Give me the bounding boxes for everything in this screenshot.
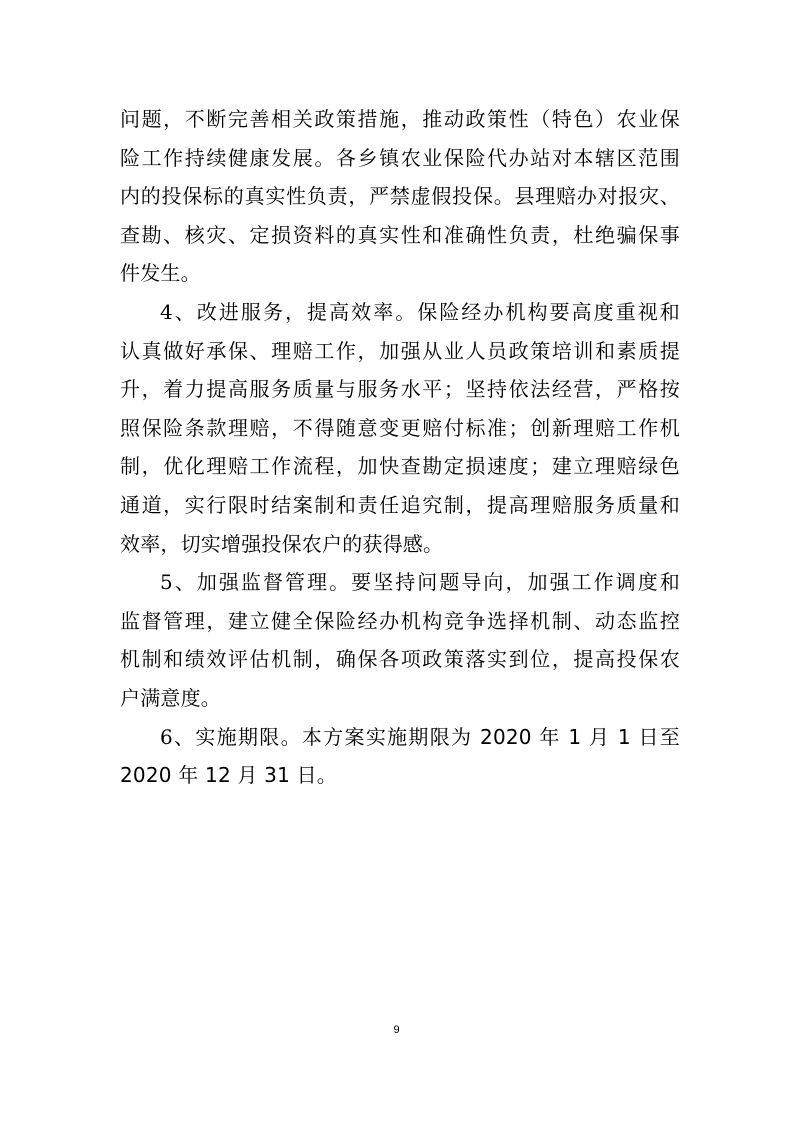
item-5-first-text: 要坚持问题导向，加强工作调度和 bbox=[351, 570, 681, 595]
paragraph-line: 查勘、核灾、定损资料的真实性和准确性负责，杜绝骗保事 bbox=[120, 222, 680, 247]
paragraph-line: 升，着力提高服务质量与服务水平；坚持依法经营，严格按 bbox=[120, 377, 680, 402]
item-4-first-line bbox=[120, 293, 680, 332]
paragraph-line: 照保险条款理赔，不得随意变更赔付标准；创新理赔工作机 bbox=[120, 415, 680, 440]
item-4-first-text: 保险经办机构要高度重视和 bbox=[417, 299, 681, 324]
item-4-heading: 4、改进服务，提高效率。 bbox=[160, 299, 418, 324]
paragraph-line: 制，优化理赔工作流程，加快查勘定损速度；建立理赔绿色 bbox=[120, 454, 680, 479]
item-5-heading: 5、加强监督管理。 bbox=[160, 570, 352, 595]
paragraph-line: 户满意度。 bbox=[120, 685, 221, 710]
paragraph-line: 通道，实行限时结案制和责任追究制，提高理赔服务质量和 bbox=[120, 492, 680, 517]
paragraph-line: 监督管理，建立健全保险经办机构竞争选择机制、动态监控 bbox=[120, 608, 680, 633]
page-number: 9 bbox=[393, 1024, 400, 1036]
paragraph-line: 内的投保标的真实性负责，严禁虚假投保。县理赔办对报灾、 bbox=[120, 184, 680, 209]
paragraph-line: 效率，切实增强投保农户的获得感。 bbox=[120, 531, 444, 556]
paragraph-line: 险工作持续健康发展。各乡镇农业保险代办站对本辖区范围 bbox=[120, 145, 680, 170]
paragraph-line: 2020 年 12 月 31 日。 bbox=[120, 763, 337, 788]
paragraph-line: 件发生。 bbox=[120, 261, 201, 286]
paragraph-line: 问题，不断完善相关政策措施，推动政策性（特色）农业保 bbox=[120, 107, 680, 131]
item-6-first-line bbox=[120, 718, 680, 757]
item-5-first-line bbox=[120, 563, 680, 602]
item-6-heading: 6、实施期限。 bbox=[160, 724, 302, 749]
item-6-first-text: 本方案实施期限为 2020 年 1 月 1 日至 bbox=[301, 724, 681, 749]
paragraph-line: 机制和绩效评估机制，确保各项政策落实到位，提高投保农 bbox=[120, 647, 680, 672]
paragraph-line: 认真做好承保、理赔工作，加强从业人员政策培训和素质提 bbox=[120, 338, 680, 363]
body-text bbox=[120, 100, 680, 795]
